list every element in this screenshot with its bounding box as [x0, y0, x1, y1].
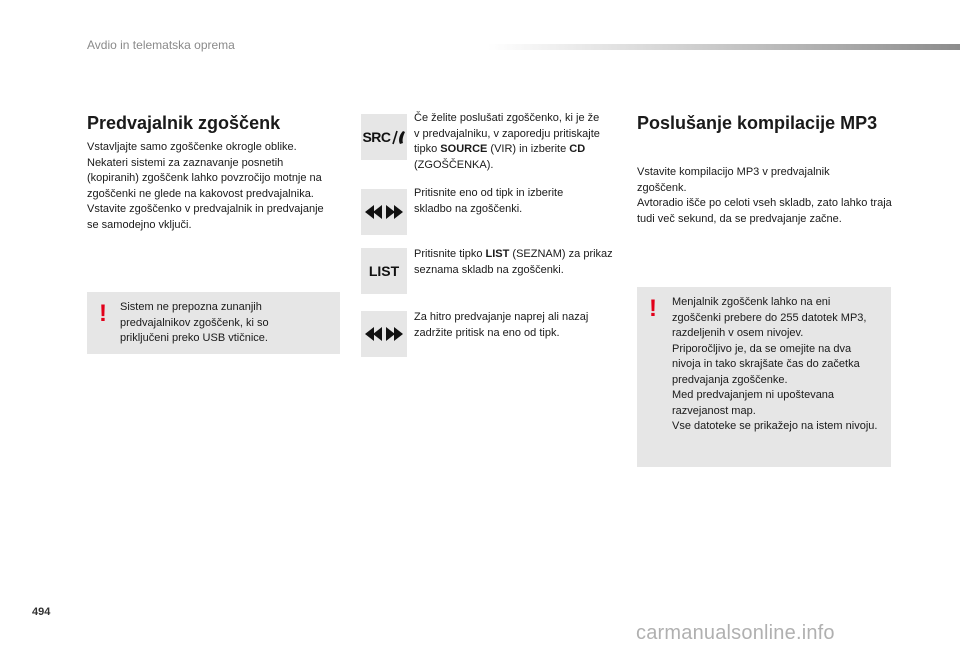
key-name-cd: CD — [569, 143, 586, 155]
text: Če želite poslušati zgoščenko, ki je že v predvajalniku, v zaporedju pritiskajte tipko — [414, 112, 600, 155]
select-track-instruction: Pritisnite eno od tipk in izberite skladbo na zgoščenki. — [414, 187, 564, 215]
text: (VIR) in izberite — [487, 143, 570, 155]
prev-next-key — [361, 311, 407, 357]
note-line: Menjalnik zgoščenk lahko na eni zgoščenki prebere do 255 datotek MP3, razdeljenih v osem nivojev. — [672, 296, 867, 339]
note-line: Priporočljivo je, da se omejite na dva nivoja in tako skrajšate čas do začetka predvajanja zgoščenke. — [672, 342, 860, 386]
warning-icon: ! — [99, 300, 107, 327]
heading-mp3: Poslušanje kompilacije MP3 — [637, 113, 878, 133]
note-line: Med predvajanjem ni upoštevana razvejanost map. — [672, 389, 835, 417]
mp3-intro — [637, 165, 897, 227]
prev-next-key — [361, 189, 407, 235]
heading-cd-player: Predvajalnik zgoščenk — [87, 113, 281, 133]
paragraph: Avtoradio išče po celoti vseh skladb, zato lahko traja tudi več sekund, da se predvajanje začne. — [637, 197, 892, 225]
key-name-source: SOURCE — [440, 143, 488, 155]
paragraph: Vstavite kompilacijo MP3 v predvajalnik zgoščenk. — [637, 166, 830, 194]
text: (SEZNAM) za prikaz seznama skladb na zgoščenki. — [414, 248, 613, 276]
watermark: carmanualsonline.info — [636, 622, 835, 644]
note-line: Vse datoteke se prikažejo na istem nivoju. — [672, 420, 878, 432]
src-instruction — [414, 111, 604, 173]
note-text: Sistem ne prepozna zunanjih predvajalnikov zgoščenk, ki so priključeni preko USB vtičnice. — [120, 301, 269, 344]
fast-play-instruction: Za hitro predvajanje naprej ali nazaj zadržite pritisk na eno od tipk. — [414, 311, 589, 339]
text: (ZGOŠČENKA). — [414, 158, 494, 171]
list-key-label: LIST — [368, 263, 400, 279]
src-key-face — [362, 129, 405, 145]
src-phone-key — [361, 114, 407, 160]
mp3-warning-note — [637, 287, 891, 467]
section-title: Avdio in telematska oprema — [87, 38, 235, 52]
warning-icon: ! — [649, 295, 657, 322]
previous-next-icon — [365, 205, 403, 219]
header-gradient-bar — [488, 44, 960, 50]
paragraph: Vstavljajte samo zgoščenke okrogle oblike. — [87, 141, 297, 153]
page-number: 494 — [32, 606, 51, 618]
paragraph: Vstavite zgoščenko v predvajalnik in predvajanje se samodejno vključi. — [87, 203, 324, 231]
phone-handset-icon — [392, 129, 406, 145]
note-text — [672, 295, 882, 435]
text: Pritisnite tipko — [414, 248, 486, 260]
cd-player-intro — [87, 140, 327, 233]
list-key — [361, 248, 407, 294]
key-name-list: LIST — [485, 248, 510, 260]
previous-next-icon — [365, 327, 403, 341]
src-key-label: SRC — [362, 129, 391, 145]
usb-warning-note — [87, 292, 340, 354]
paragraph: Nekateri sistemi za zaznavanje posnetih (kopiranih) zgoščenk lahko povzročijo motnje na zgoščenki ne glede na kakovost predvajalnika. — [87, 156, 322, 200]
list-instruction — [414, 247, 619, 278]
